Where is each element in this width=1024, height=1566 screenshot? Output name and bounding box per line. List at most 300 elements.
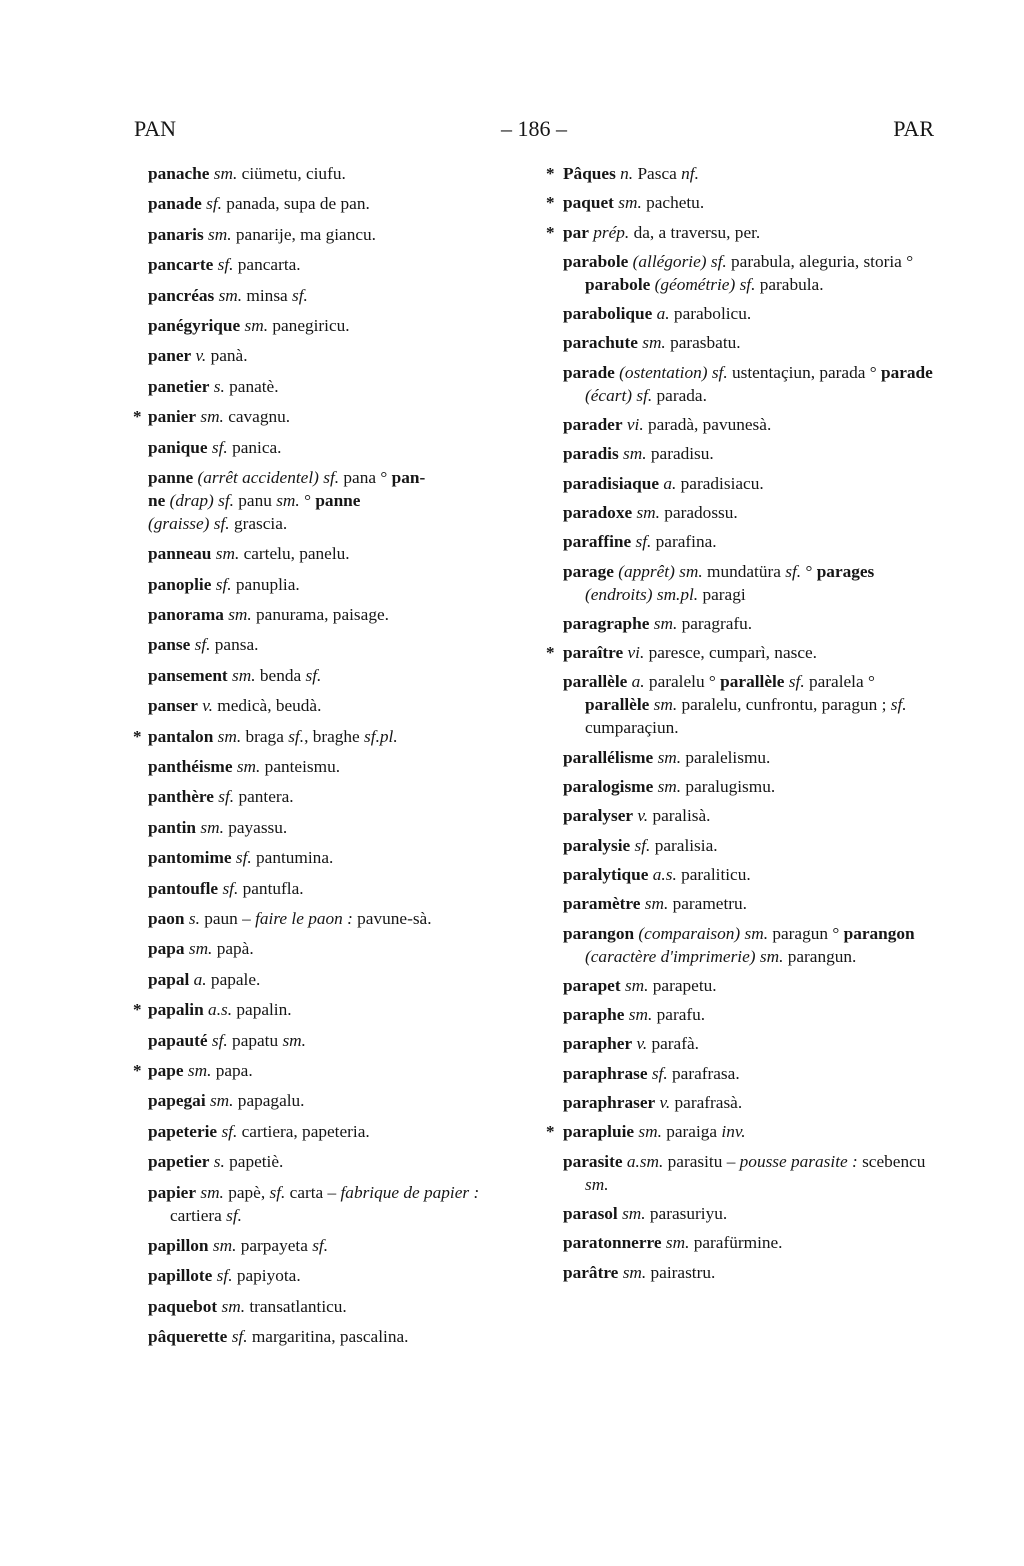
dictionary-entry <box>148 573 520 596</box>
grammar-or-gloss-italic: sm. <box>624 975 649 995</box>
translation-text: parafina. <box>651 532 717 552</box>
translation-text: paralela <box>804 672 868 692</box>
grammar-or-gloss-italic: fabrique de papier : <box>340 1182 480 1202</box>
translation-text: paragrafu. <box>677 613 753 633</box>
translation-text: panuplia. <box>231 574 300 594</box>
headword: panorama <box>148 605 224 625</box>
dictionary-entry <box>148 1029 520 1052</box>
dictionary-entry <box>148 192 520 215</box>
translation-text: papalin. <box>232 1000 292 1020</box>
grammar-or-gloss-italic: sf. <box>216 1266 233 1286</box>
translation-text: parabula. <box>755 274 824 294</box>
dictionary-entry <box>133 725 520 748</box>
grammar-or-gloss-italic: sm. <box>642 333 666 353</box>
sense-separator: ° <box>380 467 388 487</box>
dictionary-entry <box>563 472 935 495</box>
grammar-or-gloss-italic: sf. <box>323 467 340 487</box>
entry-text <box>563 560 935 606</box>
sense-separator: ° <box>869 362 877 382</box>
dictionary-entry <box>148 223 520 246</box>
grammar-or-gloss-italic: sm. <box>628 1005 653 1025</box>
grammar-or-gloss-italic: sf. <box>788 672 805 692</box>
translation-text: panica. <box>227 437 282 457</box>
headword: paradis <box>563 444 619 464</box>
grammar-or-gloss-italic: sf. <box>635 532 652 552</box>
grammar-or-gloss-italic: (géométrie) <box>654 274 736 294</box>
headword: parallélisme <box>563 747 654 767</box>
headword: paquet <box>563 193 614 213</box>
headword: parapet <box>563 975 621 995</box>
page-header <box>134 116 934 148</box>
grammar-or-gloss-italic: sf. <box>634 835 651 855</box>
dictionary-entry <box>563 1231 935 1254</box>
dictionary-entry <box>563 1150 935 1196</box>
dictionary-entry <box>563 746 935 769</box>
entry-text <box>148 1264 520 1287</box>
translation-text: paralisà. <box>648 806 711 826</box>
translation-text: medicà, beudà. <box>212 696 322 716</box>
grammar-or-gloss-italic: (comparaison) <box>638 923 741 943</box>
translation-text: parasuriyu. <box>645 1203 728 1223</box>
grammar-or-gloss-italic: sm. <box>636 502 660 522</box>
entry-text <box>563 1150 935 1196</box>
entry-text <box>563 863 935 886</box>
dictionary-entry <box>148 785 520 808</box>
translation-text: cartelu, panelu. <box>239 544 350 564</box>
grammar-or-gloss-italic: sm. <box>276 490 300 510</box>
grammar-or-gloss-italic: (caractère d'imprimerie) <box>585 946 756 966</box>
entry-text <box>563 974 935 997</box>
dictionary-entry <box>148 603 520 626</box>
translation-text: paralisia. <box>650 835 718 855</box>
entry-text <box>148 375 520 398</box>
entry-text <box>148 1059 520 1082</box>
entry-text <box>148 816 520 839</box>
entry-text <box>563 612 935 635</box>
translation-text: cavagnu. <box>223 407 291 427</box>
grammar-or-gloss-italic: (allégorie) <box>632 251 707 271</box>
grammar-or-gloss-italic: sm. <box>657 747 682 767</box>
entry-text <box>563 1003 935 1026</box>
grammar-or-gloss-italic: sm. <box>232 665 256 685</box>
headword: parade <box>563 362 615 382</box>
grammar-or-gloss-italic: sm. <box>638 1122 662 1142</box>
entry-text <box>148 907 520 930</box>
entry-text <box>563 1202 935 1225</box>
headword: panaris <box>148 224 204 244</box>
new-word-marker: * <box>133 726 142 746</box>
headword: parangon <box>843 923 915 943</box>
dictionary-entry <box>546 162 935 185</box>
headword: papier <box>148 1182 197 1202</box>
dictionary-entry <box>546 191 935 214</box>
headword: papalin <box>148 1000 204 1020</box>
grammar-or-gloss-italic: sm. <box>200 817 224 837</box>
entry-text <box>563 670 935 739</box>
grammar-or-gloss-italic: a.s. <box>652 864 677 884</box>
grammar-or-gloss-italic: sm. <box>744 923 769 943</box>
headword: pantomime <box>148 848 232 868</box>
translation-text: margaritina, pascalina. <box>247 1327 409 1347</box>
grammar-or-gloss-italic: sm. <box>585 1174 609 1194</box>
grammar-or-gloss-italic: sf. <box>890 695 907 715</box>
dictionary-entry <box>563 361 935 407</box>
translation-text: carta – <box>285 1182 341 1202</box>
grammar-or-gloss-italic: sf. <box>218 787 235 807</box>
headword: panthéisme <box>148 757 233 777</box>
dictionary-entry <box>563 1062 935 1085</box>
headword: parage <box>563 561 614 581</box>
translation-text: minsa <box>242 285 293 305</box>
dictionary-entry <box>148 937 520 960</box>
dictionary-entry <box>546 221 935 244</box>
grammar-or-gloss-italic: sm. <box>200 1182 224 1202</box>
new-word-marker: * <box>546 222 555 242</box>
dictionary-entry <box>148 1089 520 1112</box>
dictionary-entry <box>148 664 520 687</box>
grammar-or-gloss-italic: a. <box>193 969 207 989</box>
dictionary-entry <box>133 1059 520 1082</box>
entry-text <box>148 725 520 748</box>
headword: panégyrique <box>148 315 241 335</box>
headword: panneau <box>148 544 212 564</box>
entry-text <box>148 253 520 276</box>
entry-text <box>563 472 935 495</box>
dictionary-entry <box>563 1003 935 1026</box>
translation-text: parasitu – <box>663 1151 740 1171</box>
grammar-or-gloss-italic: sm.pl. <box>656 584 699 604</box>
translation-text: grascia. <box>229 513 288 533</box>
entry-text <box>148 968 520 991</box>
headword: panser <box>148 696 198 716</box>
translation-text: panada, supa de pan. <box>221 194 370 214</box>
dictionary-entry <box>148 633 520 656</box>
dictionary-entry <box>148 466 520 535</box>
dictionary-entry <box>148 694 520 717</box>
translation-text: pachetu. <box>641 193 705 213</box>
entry-text <box>148 1120 520 1143</box>
entry-text <box>563 413 935 436</box>
entry-text <box>148 1181 520 1227</box>
entry-line <box>148 512 520 535</box>
grammar-or-gloss-italic: sm. <box>244 315 269 335</box>
entry-text <box>563 530 935 553</box>
grammar-or-gloss-italic: sf. <box>211 1030 228 1050</box>
dictionary-entry <box>563 302 935 325</box>
grammar-or-gloss-italic: pousse parasite : <box>739 1151 858 1171</box>
translation-text: parametru. <box>668 894 747 914</box>
translation-text: pantera. <box>234 787 294 807</box>
grammar-or-gloss-italic: sf. <box>288 726 305 746</box>
headword: parabole <box>563 251 629 271</box>
translation-text: paresce, cumparì, nasce. <box>644 643 818 663</box>
dictionary-entry <box>546 641 935 664</box>
translation-text: pansa. <box>210 635 259 655</box>
translation-text: parapetu. <box>648 975 717 995</box>
translation-text: , braghe <box>304 726 365 746</box>
entry-text <box>148 542 520 565</box>
dictionary-entry <box>148 816 520 839</box>
translation-text: scebencu <box>857 1151 926 1171</box>
grammar-or-gloss-italic: inv. <box>721 1122 746 1142</box>
headword: paragraphe <box>563 613 650 633</box>
dictionary-entry <box>563 1261 935 1284</box>
new-word-marker: * <box>546 1122 555 1142</box>
translation-text: paralelismu. <box>681 747 771 767</box>
entry-text <box>148 573 520 596</box>
translation-text: transatlanticu. <box>245 1296 347 1316</box>
entry-text <box>148 694 520 717</box>
entry-text <box>563 1091 935 1114</box>
grammar-or-gloss-italic: v. <box>637 806 649 826</box>
headword: parangon <box>563 923 635 943</box>
entry-text <box>563 1032 935 1055</box>
dictionary-entry <box>148 1150 520 1173</box>
sense-separator: ° <box>805 561 813 581</box>
entry-text <box>563 442 935 465</box>
headword: panetier <box>148 376 210 396</box>
entry-text <box>563 1062 935 1085</box>
headword: papauté <box>148 1030 208 1050</box>
grammar-or-gloss-italic: sm. <box>213 164 238 183</box>
dictionary-entry <box>563 863 935 886</box>
entry-text <box>563 221 935 244</box>
translation-text: parabula, aleguria, storia <box>726 251 907 271</box>
grammar-or-gloss-italic: a. <box>656 304 670 324</box>
translation-text: paradà, pavunesà. <box>643 415 772 435</box>
grammar-or-gloss-italic: sf. <box>221 1121 238 1141</box>
entry-text <box>148 284 520 307</box>
grammar-or-gloss-italic: (endroits) <box>585 584 653 604</box>
grammar-or-gloss-italic: sf. <box>211 437 228 457</box>
translation-text: papagalu. <box>233 1091 305 1111</box>
headword: paraphrase <box>563 1063 648 1083</box>
dictionary-entry <box>133 405 520 428</box>
headword: papetier <box>148 1152 210 1172</box>
entry-text <box>148 1029 520 1052</box>
headword: parallèle <box>563 672 628 692</box>
translation-text: parangun. <box>783 946 857 966</box>
dictionary-entry <box>563 612 935 635</box>
headword: paraphraser <box>563 1093 656 1113</box>
translation-text: pairastru. <box>646 1262 716 1282</box>
grammar-or-gloss-italic: sm. <box>623 444 647 464</box>
headword: par <box>563 222 589 242</box>
dictionary-entry <box>148 314 520 337</box>
dictionary-entry <box>148 284 520 307</box>
entry-text <box>148 344 520 367</box>
translation-text: benda <box>255 665 306 685</box>
headword: panne <box>315 490 361 510</box>
grammar-or-gloss-italic: sf. <box>651 1063 668 1083</box>
grammar-or-gloss-italic: n. <box>620 164 634 183</box>
entry-text <box>148 1150 520 1173</box>
entry-text <box>148 223 520 246</box>
headword: parachute <box>563 333 638 353</box>
translation-text: pana <box>339 467 381 487</box>
translation-text: panegiricu. <box>268 315 350 335</box>
entry-text <box>148 1234 520 1257</box>
grammar-or-gloss-italic: sm. <box>228 605 252 625</box>
headword: Pâques <box>563 164 616 183</box>
dictionary-entry <box>563 974 935 997</box>
grammar-or-gloss-italic: sm. <box>212 1235 237 1255</box>
translation-text: parpayeta <box>236 1235 313 1255</box>
translation-text: mundatüra <box>702 561 786 581</box>
dictionary-entry <box>563 1091 935 1114</box>
translation-text: parafu. <box>652 1005 706 1025</box>
grammar-or-gloss-italic: vi. <box>626 415 644 435</box>
entry-text <box>563 1231 935 1254</box>
translation-text: paralelu, cunfrontu, paragun ; <box>677 695 891 715</box>
entry-text <box>563 892 935 915</box>
translation-text: Pasca <box>633 164 682 183</box>
headword: panier <box>148 407 197 427</box>
dictionary-entry <box>148 436 520 459</box>
entry-text <box>148 1325 520 1348</box>
entry-line <box>148 466 520 489</box>
translation-text: parasbatu. <box>665 333 741 353</box>
translation-text: da, a traversu, per. <box>629 222 761 242</box>
translation-text: paun – <box>199 908 256 928</box>
entry-text <box>148 1295 520 1318</box>
dictionary-entry <box>563 892 935 915</box>
translation-text: panarije, ma giancu. <box>231 224 376 244</box>
dictionary-entry <box>563 413 935 436</box>
translation-text: paraiga <box>661 1122 722 1142</box>
translation-text: parada. <box>652 385 707 405</box>
grammar-or-gloss-italic: sf. <box>292 285 308 305</box>
grammar-or-gloss-italic: s. <box>213 1152 225 1172</box>
entry-text <box>148 162 520 185</box>
dictionary-entry <box>148 344 520 367</box>
dictionary-entry <box>148 1325 520 1348</box>
grammar-or-gloss-italic: sm. <box>209 1091 234 1111</box>
translation-text: paragun <box>768 923 833 943</box>
new-word-marker: * <box>546 193 555 213</box>
headword: pâquerette <box>148 1327 228 1347</box>
translation-text: papale. <box>206 969 261 989</box>
headword: parapher <box>563 1034 633 1054</box>
headword: pantalon <box>148 726 214 746</box>
headword: paralogisme <box>563 777 654 797</box>
entry-text <box>148 664 520 687</box>
sense-separator: ° <box>832 923 840 943</box>
entry-text <box>148 937 520 960</box>
translation-text: papa. <box>211 1060 253 1080</box>
grammar-or-gloss-italic: sf. <box>213 513 230 533</box>
headword: pancréas <box>148 285 215 305</box>
headword: pansement <box>148 665 228 685</box>
headword: paner <box>148 346 192 366</box>
grammar-or-gloss-italic: v. <box>659 1093 671 1113</box>
headword: paquebot <box>148 1296 218 1316</box>
translation-text: panteismu. <box>260 757 341 777</box>
headword: paramètre <box>563 894 641 914</box>
dictionary-entry <box>148 1295 520 1318</box>
grammar-or-gloss-italic: sm. <box>622 1262 647 1282</box>
dictionary-entry <box>563 834 935 857</box>
translation-text: braga <box>241 726 289 746</box>
grammar-or-gloss-italic: (arrêt accidentel) <box>197 467 319 487</box>
grammar-or-gloss-italic: s. <box>213 376 225 396</box>
headword: parages <box>816 561 875 581</box>
entry-text <box>563 331 935 354</box>
translation-text: pantumina. <box>251 848 334 868</box>
entry-text <box>563 361 935 407</box>
headword: pantin <box>148 817 197 837</box>
grammar-or-gloss-italic: sm. <box>215 544 240 564</box>
grammar-or-gloss-italic: sm. <box>679 561 703 581</box>
entry-text <box>563 302 935 325</box>
grammar-or-gloss-italic: faire le paon : <box>255 908 353 928</box>
headword: paon <box>148 908 185 928</box>
new-word-marker: * <box>546 643 555 663</box>
headword: parade <box>880 362 933 382</box>
headword: papillon <box>148 1235 209 1255</box>
grammar-or-gloss-italic: sm. <box>218 285 243 305</box>
grammar-or-gloss-italic: sf. <box>206 194 222 214</box>
grammar-or-gloss-italic: a. <box>663 473 677 493</box>
grammar-or-gloss-italic: v. <box>202 696 213 716</box>
entry-text <box>563 641 935 664</box>
grammar-or-gloss-italic: sm. <box>653 613 678 633</box>
entry-text <box>563 746 935 769</box>
translation-text: paralugismu. <box>681 777 776 797</box>
grammar-or-gloss-italic: (apprêt) <box>618 561 675 581</box>
headword: papeterie <box>148 1121 218 1141</box>
entry-text <box>148 603 520 626</box>
dictionary-entry <box>148 1264 520 1287</box>
dictionary-entry <box>563 442 935 465</box>
grammar-or-gloss-italic: a. <box>631 672 645 692</box>
grammar-or-gloss-italic: (graisse) <box>148 513 210 533</box>
grammar-or-gloss-italic: sm. <box>208 224 232 244</box>
grammar-or-gloss-italic: sf. <box>218 490 234 510</box>
translation-text: paradossu. <box>659 502 738 522</box>
running-head-right: PAR <box>893 116 934 141</box>
entry-text <box>563 1261 935 1284</box>
grammar-or-gloss-italic: sf. <box>636 385 653 405</box>
entry-text <box>563 922 935 968</box>
dictionary-entry <box>148 162 520 185</box>
translation-text: parabolicu. <box>669 304 752 324</box>
grammar-or-gloss-italic: sf. <box>194 635 211 655</box>
entry-text <box>563 1120 935 1143</box>
new-word-marker: * <box>133 1000 142 1020</box>
headword: papa <box>148 939 185 959</box>
entry-text <box>563 250 935 296</box>
sense-separator: ° <box>708 672 716 692</box>
entry-text <box>563 162 935 185</box>
grammar-or-gloss-italic: (ostentation) <box>619 362 708 382</box>
dictionary-entry <box>148 755 520 778</box>
dictionary-entry <box>563 670 935 739</box>
translation-text: panu <box>233 490 277 510</box>
dictionary-entry <box>546 1120 935 1143</box>
headword: papal <box>148 969 190 989</box>
headword: parabolique <box>563 304 653 324</box>
grammar-or-gloss-italic: (écart) <box>585 385 633 405</box>
entry-text <box>148 436 520 459</box>
translation-text: parafà. <box>647 1034 699 1054</box>
translation-text: paralelu <box>644 672 709 692</box>
headword: pantoufle <box>148 878 219 898</box>
grammar-or-gloss-italic: sm. <box>622 1203 646 1223</box>
running-head-left: PAN <box>134 116 176 141</box>
grammar-or-gloss-italic: sf. <box>785 561 802 581</box>
dictionary-entry <box>563 530 935 553</box>
